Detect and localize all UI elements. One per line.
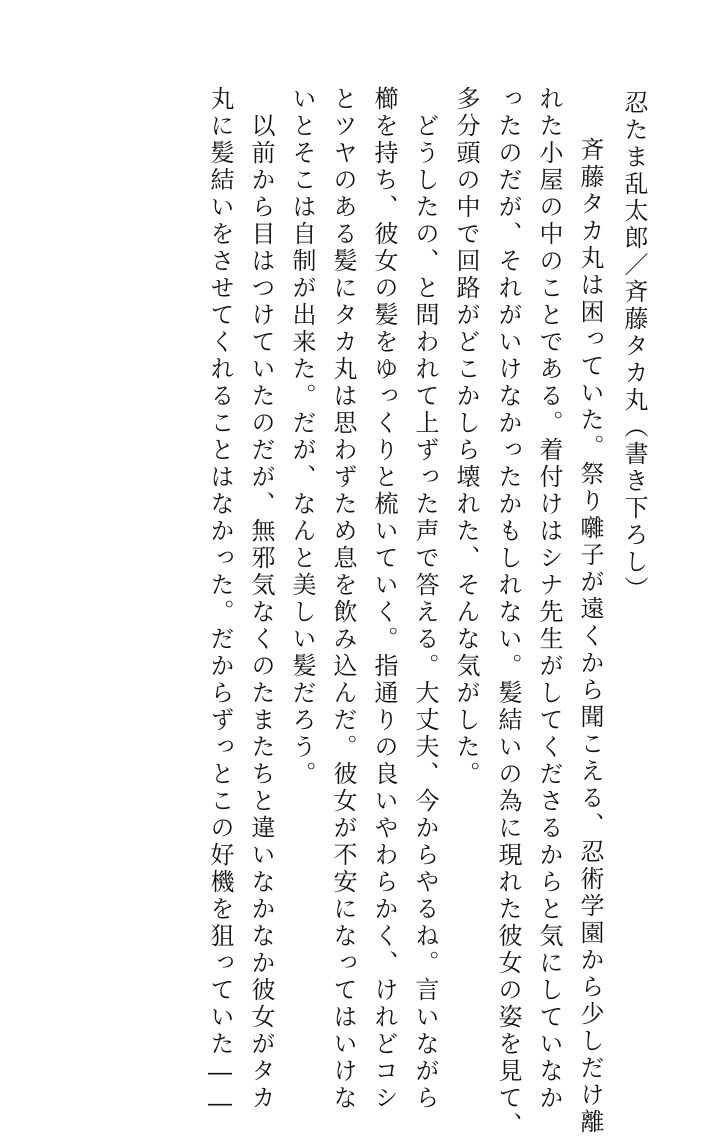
text-line-10: 丸に髪結いをさせてくれることはなかった。だからずっとこの好機を狙っていた―― <box>206 86 234 1120</box>
document-title: 忍たま乱太郎／斉藤タカ丸（書き下ろし） <box>620 90 648 603</box>
text-line-1: 斉藤タカ丸は困っていた。祭り囃子が遠くから聞こえる、忍術学園から少しだけ離 <box>576 110 604 1136</box>
text-line-9: 以前から目はつけていたのだが、無邪気なくのたまたちと違いなかなか彼女がタカ <box>247 86 275 1112</box>
text-line-6: 櫛を持ち、彼女の髪をゆっくりと梳いていく。指通りの良いやわらかく、けれどコシ <box>370 86 398 1112</box>
text-line-2: れた小屋の中のことである。着付けはシナ先生がしてくださるからと気にしていなか <box>535 86 563 1112</box>
text-line-7: とツヤのある髪にタカ丸は思わずため息を飲み込んだ。彼女が不安になってはいけな <box>329 86 357 1112</box>
text-line-4: 多分頭の中で回路がどこかしら壊れた、そんな気がした。 <box>452 86 480 788</box>
text-line-5: どうしたの、と問われて上ずった声で答える。大丈夫、今からやるね。言いながら <box>411 86 439 1112</box>
text-line-8: いとそこは自制が出来た。だが、なんと美しい髪だろう。 <box>288 86 316 788</box>
text-line-3: ったのだが、それがいけなかったかもしれない。髪結いの為に現れた彼女の姿を見て、 <box>494 86 522 1139</box>
